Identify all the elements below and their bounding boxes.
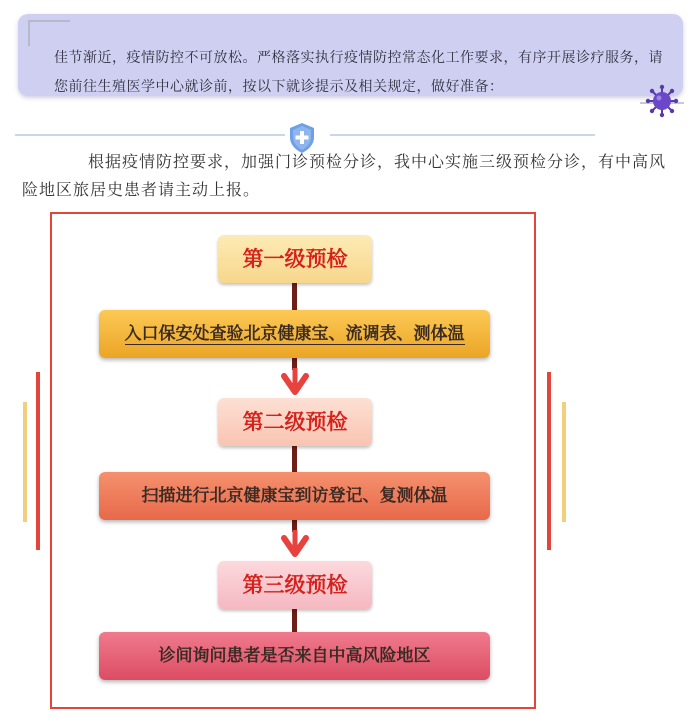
- level-2-box: 第二级预检: [218, 398, 372, 446]
- connector-1: [292, 283, 297, 310]
- divider-right: [330, 134, 595, 136]
- connector-5: [292, 609, 297, 632]
- level-3-box: 第三级预检: [218, 561, 372, 609]
- step-1-box: [99, 310, 490, 358]
- notice-box: [18, 14, 683, 96]
- connector-3: [292, 446, 297, 472]
- intro-paragraph: 根据疫情防控要求，加强门诊预检分诊，我中心实施三级预检分诊，有中高风险地区旅居史患者请主动上报。: [22, 152, 667, 199]
- step-2-box: 扫描进行北京健康宝到访登记、复测体温: [99, 472, 490, 520]
- side-bar-yellow-right: [562, 402, 566, 522]
- corner-decoration: [28, 20, 70, 46]
- step-1-label: 入口保安处查验北京健康宝、流调表、测体温: [124, 324, 465, 344]
- side-bar-red-left: [36, 372, 40, 550]
- down-arrow-icon: [281, 366, 309, 396]
- divider-left: [15, 134, 285, 136]
- side-bar-red-right: [547, 372, 551, 550]
- notice-text: 佳节渐近，疫情防控不可放松。严格落实执行疫情防控常态化工作要求，有序开展诊疗服务，请您前往生殖医学中心就诊前，按以下就诊提示及相关规定，做好准备：: [54, 50, 663, 95]
- level-1-box: 第一级预检: [218, 235, 372, 283]
- step-3-box: 诊间询问患者是否来自中高风险地区: [99, 632, 490, 680]
- down-arrow-icon: [281, 528, 309, 558]
- side-bar-yellow-left: [23, 402, 27, 522]
- virus-icon: [645, 84, 679, 118]
